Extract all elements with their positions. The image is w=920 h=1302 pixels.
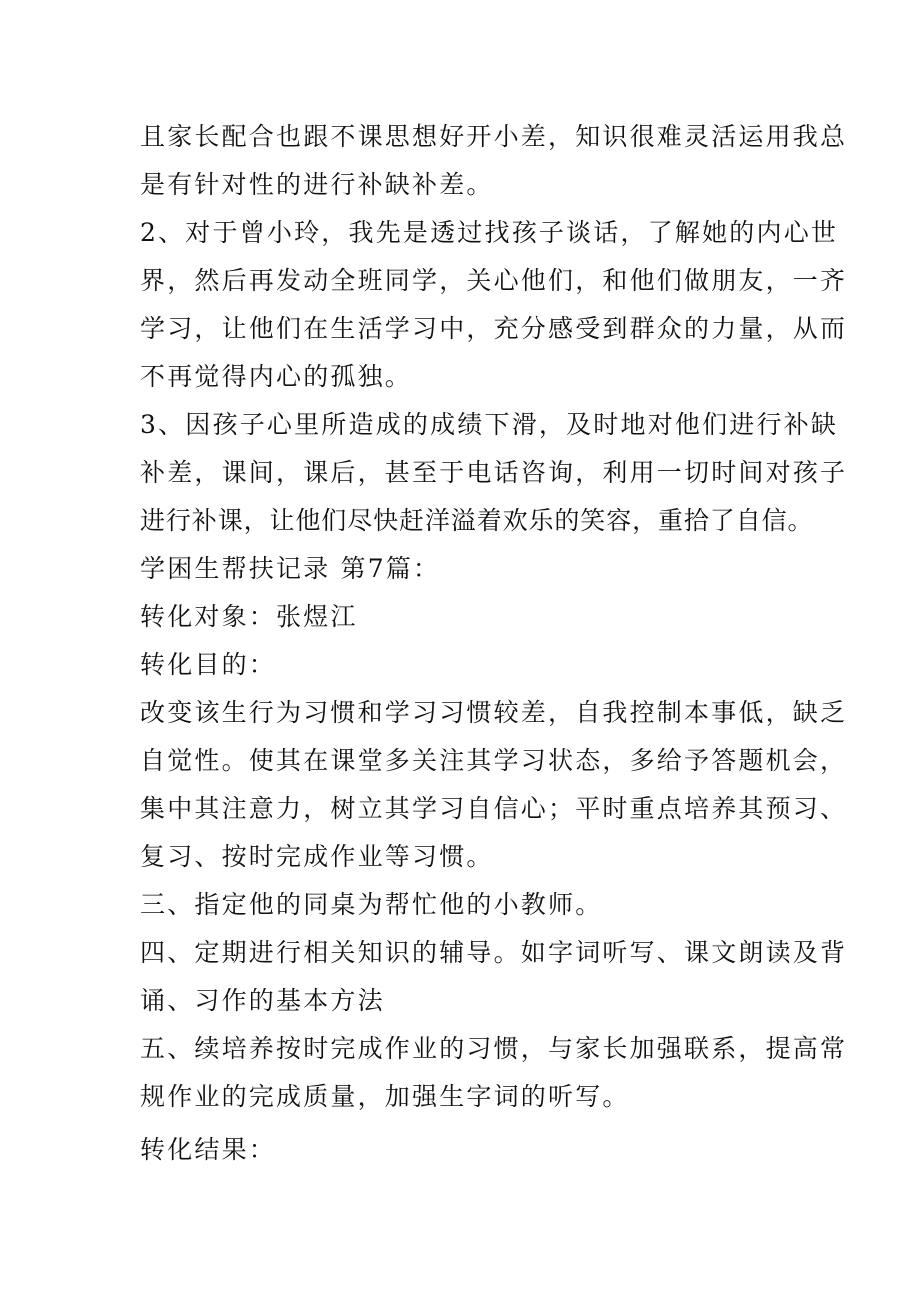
text-line: 集中其注意力，树立其学习自信心；平时重点培养其预习、	[140, 794, 848, 823]
text-line: 四、定期进行相关知识的辅导。如字词听写、课文朗读及背	[140, 938, 848, 967]
text-line: 补差，课间，课后，甚至于电话咨询，利用一切时间对孩子	[140, 458, 848, 487]
text-line: 三、指定他的同桌为帮忙他的小教师。	[140, 890, 603, 919]
text-line: 3、因孩子心里所造成的成绩下滑，及时地对他们进行补缺	[140, 410, 839, 439]
text-line: 自觉性。使其在课堂多关注其学习状态，多给予答题机会，	[140, 746, 848, 775]
text-line: 是有针对性的进行补缺补差。	[140, 170, 494, 199]
text-line: 转化对象：张煜江	[140, 602, 358, 631]
text-line: 诵、习作的基本方法	[140, 986, 385, 1015]
text-line: 不再觉得内心的孤独。	[140, 362, 413, 391]
section-heading: 学困生帮扶记录 第7篇：	[140, 554, 441, 583]
text-line: 改变该生行为习惯和学习习惯较差，自我控制本事低，缺乏	[140, 698, 848, 727]
text-line: 转化结果：	[140, 1135, 277, 1164]
text-line: 学习，让他们在生活学习中，充分感受到群众的力量，从而	[140, 314, 848, 343]
text-line: 进行补课，让他们尽快赶洋溢着欢乐的笑容，重拾了自信。	[140, 506, 814, 535]
text-line: 五、续培养按时完成作业的习惯，与家长加强联系，提高常	[140, 1034, 848, 1063]
text-line: 复习、按时完成作业等习惯。	[140, 842, 494, 871]
text-line: 且家长配合也跟不课思想好开小差，知识很难灵活运用我总	[140, 122, 848, 151]
text-line: 2、对于曾小玲，我先是透过找孩子谈话，了解她的内心世	[140, 218, 839, 247]
text-line: 规作业的完成质量，加强生字词的听写。	[140, 1082, 630, 1111]
text-line: 界，然后再发动全班同学，关心他们，和他们做朋友，一齐	[140, 266, 848, 295]
text-line: 转化目的：	[140, 650, 277, 679]
